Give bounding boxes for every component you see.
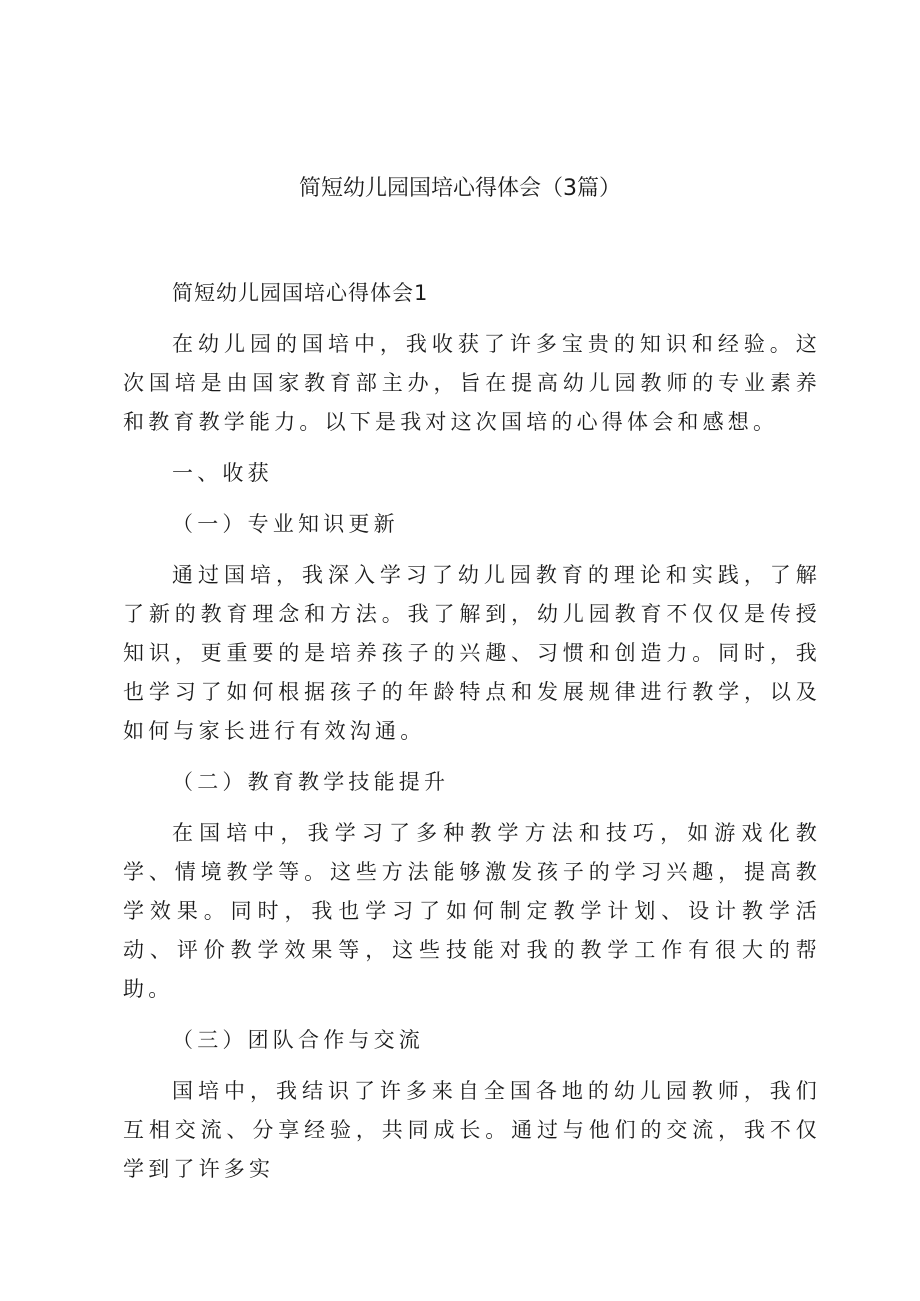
paragraph-teaching-skills: 在国培中，我学习了多种教学方法和技巧，如游戏化教学、情境教学等。这些方法能够激发孩子的学习兴趣，提高教学效果。同时，我也学习了如何制定教学计划、设计教学活动、评价教学效果等，这些技能对我的教学工作有很大的帮助。 <box>123 821 821 1001</box>
section-title: 简短幼儿园国培心得体会1 <box>172 281 429 305</box>
paragraph-knowledge-update: 通过国培，我深入学习了幼儿园教育的理论和实践，了解了新的教育理念和方法。我了解到，幼儿园教育不仅仅是传授知识，更重要的是培养孩子的兴趣、习惯和创造力。同时，我也学习了如何根据孩子的年龄特点和发展规律进行教学，以及如何与家长进行有效沟通。 <box>123 563 821 743</box>
document-title: 简短幼儿园国培心得体会（3篇） <box>299 176 621 201</box>
subheading-knowledge-update: （一）专业知识更新 <box>172 512 399 536</box>
subheading-teaching-skills: （二）教育教学技能提升 <box>172 770 450 794</box>
subheading-teamwork: （三）团队合作与交流 <box>172 1028 424 1052</box>
intro-paragraph: 在幼儿园的国培中，我收获了许多宝贵的知识和经验。这次国培是由国家教育部主办，旨在提高幼儿园教师的专业素养和教育教学能力。以下是我对这次国培的心得体会和感想。 <box>123 332 821 434</box>
heading-harvest: 一、收获 <box>172 461 273 485</box>
document-body <box>123 274 821 1189</box>
paragraph-teamwork: 国培中，我结识了许多来自全国各地的幼儿园教师，我们互相交流、分享经验，共同成长。通过与他们的交流，我不仅学到了许多实 <box>123 1079 821 1181</box>
